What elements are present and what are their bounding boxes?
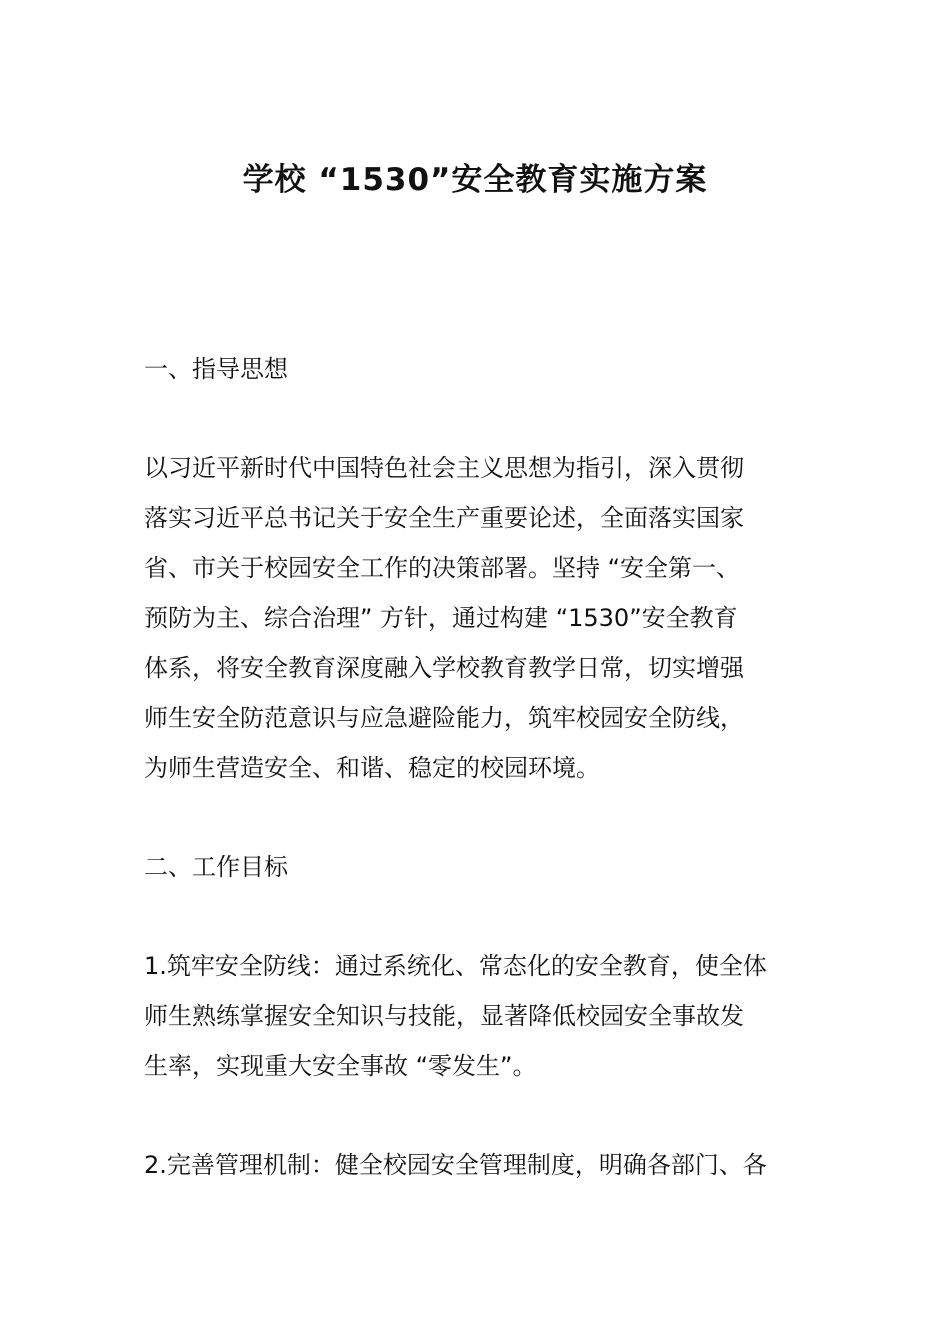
paragraph-line: 师生安全防范意识与应急避险能力，筑牢校园安全防线，	[144, 704, 744, 732]
paragraph-line: 1.筑牢安全防线：通过系统化、常态化的安全教育，使全体	[144, 952, 767, 980]
goal-item-2	[144, 1140, 812, 1190]
paragraph-line: 师生熟练掌握安全知识与技能，显著降低校园安全事故发	[144, 1002, 744, 1030]
document-title: 学校 “1530”安全教育实施方案	[242, 162, 708, 198]
paragraph-line: 2.完善管理机制：健全校园安全管理制度，明确各部门、各	[144, 1151, 767, 1179]
paragraph-line: 预防为主、综合治理” 方针，通过构建 “1530”安全教育	[144, 604, 738, 632]
section-heading-work-goals: 二、工作目标	[144, 853, 288, 881]
paragraph-line: 体系，将安全教育深度融入学校教育教学日常，切实增强	[144, 654, 744, 682]
paragraph-line: 落实习近平总书记关于安全生产重要论述，全面落实国家	[144, 504, 744, 532]
guiding-ideology-paragraph	[144, 443, 812, 793]
paragraph-line: 生率，实现重大安全事故 “零发生”。	[144, 1052, 537, 1080]
paragraph-line: 以习近平新时代中国特色社会主义思想为指引，深入贯彻	[144, 454, 744, 482]
paragraph-line: 省、市关于校园安全工作的决策部署。坚持 “安全第一、	[144, 554, 741, 582]
goal-item-1	[144, 941, 812, 1091]
section-heading-guiding-ideology: 一、指导思想	[144, 355, 288, 383]
paragraph-line: 为师生营造安全、和谐、稳定的校园环境。	[144, 754, 600, 782]
